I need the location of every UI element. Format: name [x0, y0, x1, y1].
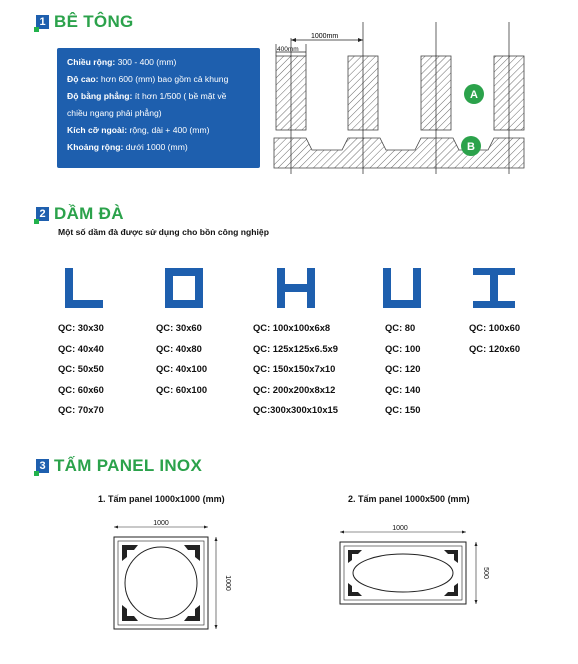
beam-u-icon [383, 268, 423, 308]
section-number-badge: 1 [34, 15, 50, 31]
svg-text:B: B [467, 141, 475, 153]
section-number-badge: 2 [34, 207, 50, 223]
beam-spec-item: QC: 150x150x7x10 [253, 363, 336, 374]
beam-spec-item: QC: 80 [385, 322, 416, 333]
beam-spec-list-i [469, 318, 520, 359]
spec-label: Độ bằng phẳng: [67, 91, 133, 101]
beam-spec-item: QC: 140 [385, 383, 421, 395]
section-1-title: BÊ TÔNG [54, 12, 134, 31]
beam-spec-item: QC: 125x125x6.5x9 [253, 342, 338, 354]
spec-line [67, 122, 260, 139]
panel-1000x1000-drawing [104, 515, 234, 635]
beam-spec-item: QC:300x300x10x15 [253, 404, 338, 415]
section-1-heading [34, 13, 134, 31]
spec-line [67, 105, 260, 122]
panel-2-caption: 2. Tấm panel 1000x500 (mm) [348, 494, 470, 504]
beam-spec-list-l [58, 318, 104, 421]
beam-spec-item: QC: 40x40 [58, 342, 104, 354]
spec-value: hơn 600 (mm) bao gồm cả khung [98, 74, 229, 84]
spec-label: Kích cỡ ngoài: [67, 125, 128, 135]
panel-1-caption: 1. Tấm panel 1000x1000 (mm) [98, 494, 225, 504]
beam-spec-item: QC: 60x100 [156, 383, 208, 395]
svg-text:1000: 1000 [153, 520, 169, 527]
spec-label: Khoảng rộng: [67, 142, 124, 152]
beam-spec-item: QC: 100x100x6x8 [253, 322, 331, 333]
beam-spec-list-box [156, 318, 207, 400]
beam-spec-item: QC: 120x60 [469, 342, 521, 354]
spec-value: ít hơn 1/500 ( bề mặt về [132, 91, 227, 101]
beam-spec-item: QC: 100x60 [469, 322, 521, 333]
spec-label: Độ cao: [67, 74, 99, 84]
beam-box-icon [165, 268, 205, 308]
spec-value: dưới 1000 (mm) [123, 142, 188, 152]
beam-spec-item: QC: 120 [385, 363, 421, 374]
spec-label: Chiều rộng: [67, 57, 116, 67]
beam-l-icon [65, 268, 105, 308]
spec-line [67, 88, 260, 105]
base-slab [274, 138, 524, 168]
section-3-heading [34, 457, 202, 475]
spec-value: chiều ngang phải phẳng) [67, 108, 162, 118]
beam-i-icon [473, 268, 515, 308]
spec-value: rộng, dài + 400 (mm) [127, 125, 210, 135]
beam-spec-item: QC: 70x70 [58, 404, 104, 415]
dim-spacing-label: 1000mm [311, 33, 339, 40]
spec-line [67, 54, 260, 71]
beam-spec-item: QC: 150 [385, 404, 421, 415]
beam-spec-list-u [385, 318, 420, 421]
svg-text:1000: 1000 [224, 575, 231, 591]
section-2-title: DẦM ĐÀ [54, 204, 124, 223]
concrete-foundation-diagram [268, 22, 568, 182]
section-number-badge: 3 [34, 459, 50, 475]
spec-line [67, 139, 260, 156]
beam-spec-item: QC: 100 [385, 342, 421, 354]
beam-spec-item: QC: 50x50 [58, 363, 104, 374]
dim-width-label: 400mm [277, 46, 299, 53]
section-3-title: TẤM PANEL INOX [54, 456, 203, 475]
beam-spec-item: QC: 60x60 [58, 383, 104, 395]
spec-value: 300 - 400 (mm) [115, 57, 177, 67]
spec-line [67, 71, 260, 88]
svg-text:1000: 1000 [392, 525, 408, 532]
beam-spec-item: QC: 30x60 [156, 322, 202, 333]
svg-text:A: A [470, 89, 478, 101]
concrete-spec-box [57, 48, 260, 168]
beam-spec-item: QC: 30x30 [58, 322, 104, 333]
beam-spec-item: QC: 200x200x8x12 [253, 383, 336, 395]
section-2-heading [34, 205, 124, 223]
svg-text:500: 500 [482, 567, 489, 579]
section-2-subtitle: Một số dầm đà được sử dụng cho bồn công nghiệp [58, 227, 269, 237]
beam-spec-item: QC: 40x80 [156, 342, 202, 354]
beam-h-icon [277, 268, 317, 308]
beam-spec-list-h [253, 318, 338, 421]
beam-spec-item: QC: 40x100 [156, 363, 208, 374]
panel-1000x500-drawing [336, 520, 496, 610]
